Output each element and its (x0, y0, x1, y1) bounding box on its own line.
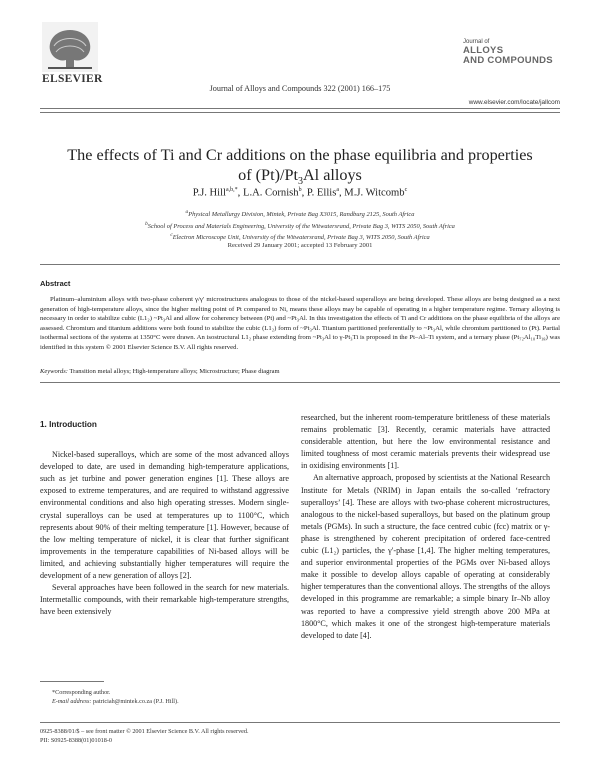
journal-logo-line1: Journal of (463, 39, 490, 45)
footnote-email (52, 697, 292, 706)
author-4-sup: c (404, 187, 408, 193)
header-rule-top (40, 108, 560, 109)
body-column-right (301, 412, 550, 642)
elsevier-wordmark: ELSEVIER (42, 73, 103, 85)
affiliation-a-sup: a (185, 209, 189, 215)
elsevier-tree-icon (42, 22, 98, 72)
pii-line: PII: S0925-8388(01)01018-0 (40, 737, 113, 744)
affiliation-c-text: Electron Microscope Unit, University of the Witwatersrand, Private Bag 3, WITS 2050, South Africa (172, 234, 430, 242)
footnote-email-label: E-mail address: (52, 698, 92, 706)
keywords (40, 368, 560, 375)
journal-url[interactable]: www.elsevier.com/locate/jallcom (468, 99, 560, 106)
abstract-rule-top (40, 264, 560, 265)
author-sep: , (301, 187, 307, 199)
journal-reference: Journal of Alloys and Compounds 322 (2001) 166–175 (209, 84, 391, 93)
footnote-corresponding: *Corresponding author. (52, 689, 111, 696)
author-sep: , (339, 187, 345, 199)
author-3-name: P. Ellis (306, 187, 337, 199)
author-2-name: L.A. Cornish (242, 187, 299, 199)
title-line1: The effects of Ti and Cr additions on the phase equilibria and properties (67, 146, 533, 164)
author-1-sup: a,b,* (226, 187, 238, 193)
affiliation-b-sup: b (145, 220, 148, 227)
author-3-sup: a (336, 187, 339, 193)
body-paragraph: Nickel-based superalloys, which are some of the most advanced alloys developed to date, are used in demanding high-temperature applications, such as jet turbine and power generation engines [1]. These alloys are exposed to extreme temperatures, and are required to withstand aggressive environmental conditions and also high operating stresses. Modern single-crystal superalloys can be used at temperatures up to 1100°C, which represents about 90% of their melting temperature [1]. However, because of the low melting temperature of nickel, it is clear that further significant improvements in the temperature capabilities of Ni-based alloys will be limited, and achieving substantially higher temperatures will require the development of a new generation of alloys [2]. (40, 450, 289, 581)
affiliation-a (40, 208, 560, 220)
journal-logo-line2: ALLOYS (463, 45, 504, 56)
title-line2-b: Al alloys (302, 165, 362, 184)
body-paragraph: An alternative approach, proposed by scientists at the National Research Institute for Metals (NRIM) in Japan entails the so-called ‘refractory superalloys’ [4]. These are alloys with two-phase coherent microstructures, analogous to the nickel-based superalloys, but based on the platinum group metals (PGMs). In such a structure, the face centred cubic (fcc) matrix or γ-phase is strengthened by coherent precipitation of ordered face-centred cubic (L1₂) particles, the γ′-phase [1,4]. The higher melting temperatures, and superior environmental properties of the PGMs over Ni-based alloys make it possible to develop alloys capable of operating at considerably higher temperatures than the conventional alloys. The strengths of the alloys developed in this programme are remarkable; a simple binary Ir–Nb alloy was reported to have a compressive yield strength above 200 MPa at 1800°C, which makes it one of the strongest high-temperature materials developed to date [4]. (301, 473, 550, 640)
author-sep: , (237, 187, 243, 199)
header-rule-bottom (40, 112, 560, 113)
footnote (52, 688, 292, 707)
copyright-line: 0925-8388/01/$ – see front matter © 2001 Elsevier Science B.V. All rights reserved. (40, 728, 249, 735)
author-1-name: P.J. Hill (192, 187, 226, 199)
affiliation-b-text: School of Process and Materials Engineering, University of the Witwatersrand, Private Bag 3, WITS 2050, South Africa (147, 222, 455, 230)
footnote-rule (40, 681, 104, 682)
keywords-list: Transition metal alloys; High-temperature alloys; Microstructure; Phase diagram (67, 368, 280, 375)
body-paragraph: researched, but the inherent room-temperature brittleness of these materials remains problematic [3]. Recently, ceramic materials have attracted considerable attention, but here the low environmental resistance and limited toughness of most ceramic materials prevents their widespread use in oxidising environments [1]. (301, 413, 550, 471)
section-heading-introduction: 1. Introduction (40, 420, 97, 429)
bottom-rule (40, 722, 560, 723)
bottom-matter (40, 727, 249, 745)
title-line2-a: of (Pt)/Pt (238, 165, 298, 184)
footnote-email-value[interactable]: patriciah@mintek.co.za (P.J. Hill). (91, 698, 179, 706)
article-title (40, 146, 560, 191)
author-2-sup: b (298, 187, 302, 193)
abstract-rule-bottom (40, 382, 560, 383)
journal-logo-line3: AND COMPOUNDS (463, 55, 553, 66)
title-line2-sub: 3 (297, 175, 303, 187)
abstract-heading: Abstract (40, 279, 71, 288)
body-paragraph: Several approaches have been followed in the search for new materials. Intermetallic compounds, with their remarkable high-temperature strengths, have been extensively (40, 583, 289, 617)
author-4-name: M.J. Witcomb (344, 187, 405, 199)
elsevier-logo (42, 22, 103, 85)
abstract-text: Platinum–aluminium alloys with two-phase coherent γ/γ′ microstructures analogous to those of the nickel-based superalloys are being developed. These alloys are being designed as a next generation of high-temperature alloys, since the higher melting point of Pt compared to Ni, means these alloys may be capable of operating in a higher temperature regime. Ternary alloying is necessary in order to stabilize cubic (L1₂) ~Pt₃Al and allow for coherency between (Pt) and ~Pt₃Al. In this investigation the effects of Ti and Cr additions on the phase equilibria of the alloys are assessed. Chromium and titanium additions were both found to stabilize the cubic (L1₂) form of ~Pt₃Al. Titanium partitioned preferentially to ~Pt₃Al, while chromium partitioned to (Pt). Partial isothermal sections of the systems at 1350°C were drawn. An isostructural L1₂ phase extending from ~Pt₃Al to γ-Pt₃Ti is proposed in the Pt–Al–Ti system, and a ternary phase (Pt₇₂Al₁₀Ti₁₈) was identified in this system © 2001 Elsevier Science B.V. All rights reserved. (40, 296, 560, 351)
affiliations (40, 208, 560, 243)
body-column-left (40, 412, 289, 618)
affiliation-c-sup: c (170, 232, 173, 239)
keywords-label: Keywords: (40, 368, 68, 375)
received-dates: Received 29 January 2001; accepted 13 February 2001 (227, 242, 373, 249)
affiliation-a-text: Physical Metallurgy Division, Mintek, Private Bag X3015, Randburg 2125, South Africa (188, 211, 415, 219)
journal-logo (463, 38, 563, 66)
affiliation-b (40, 220, 560, 232)
author-list (40, 187, 560, 199)
